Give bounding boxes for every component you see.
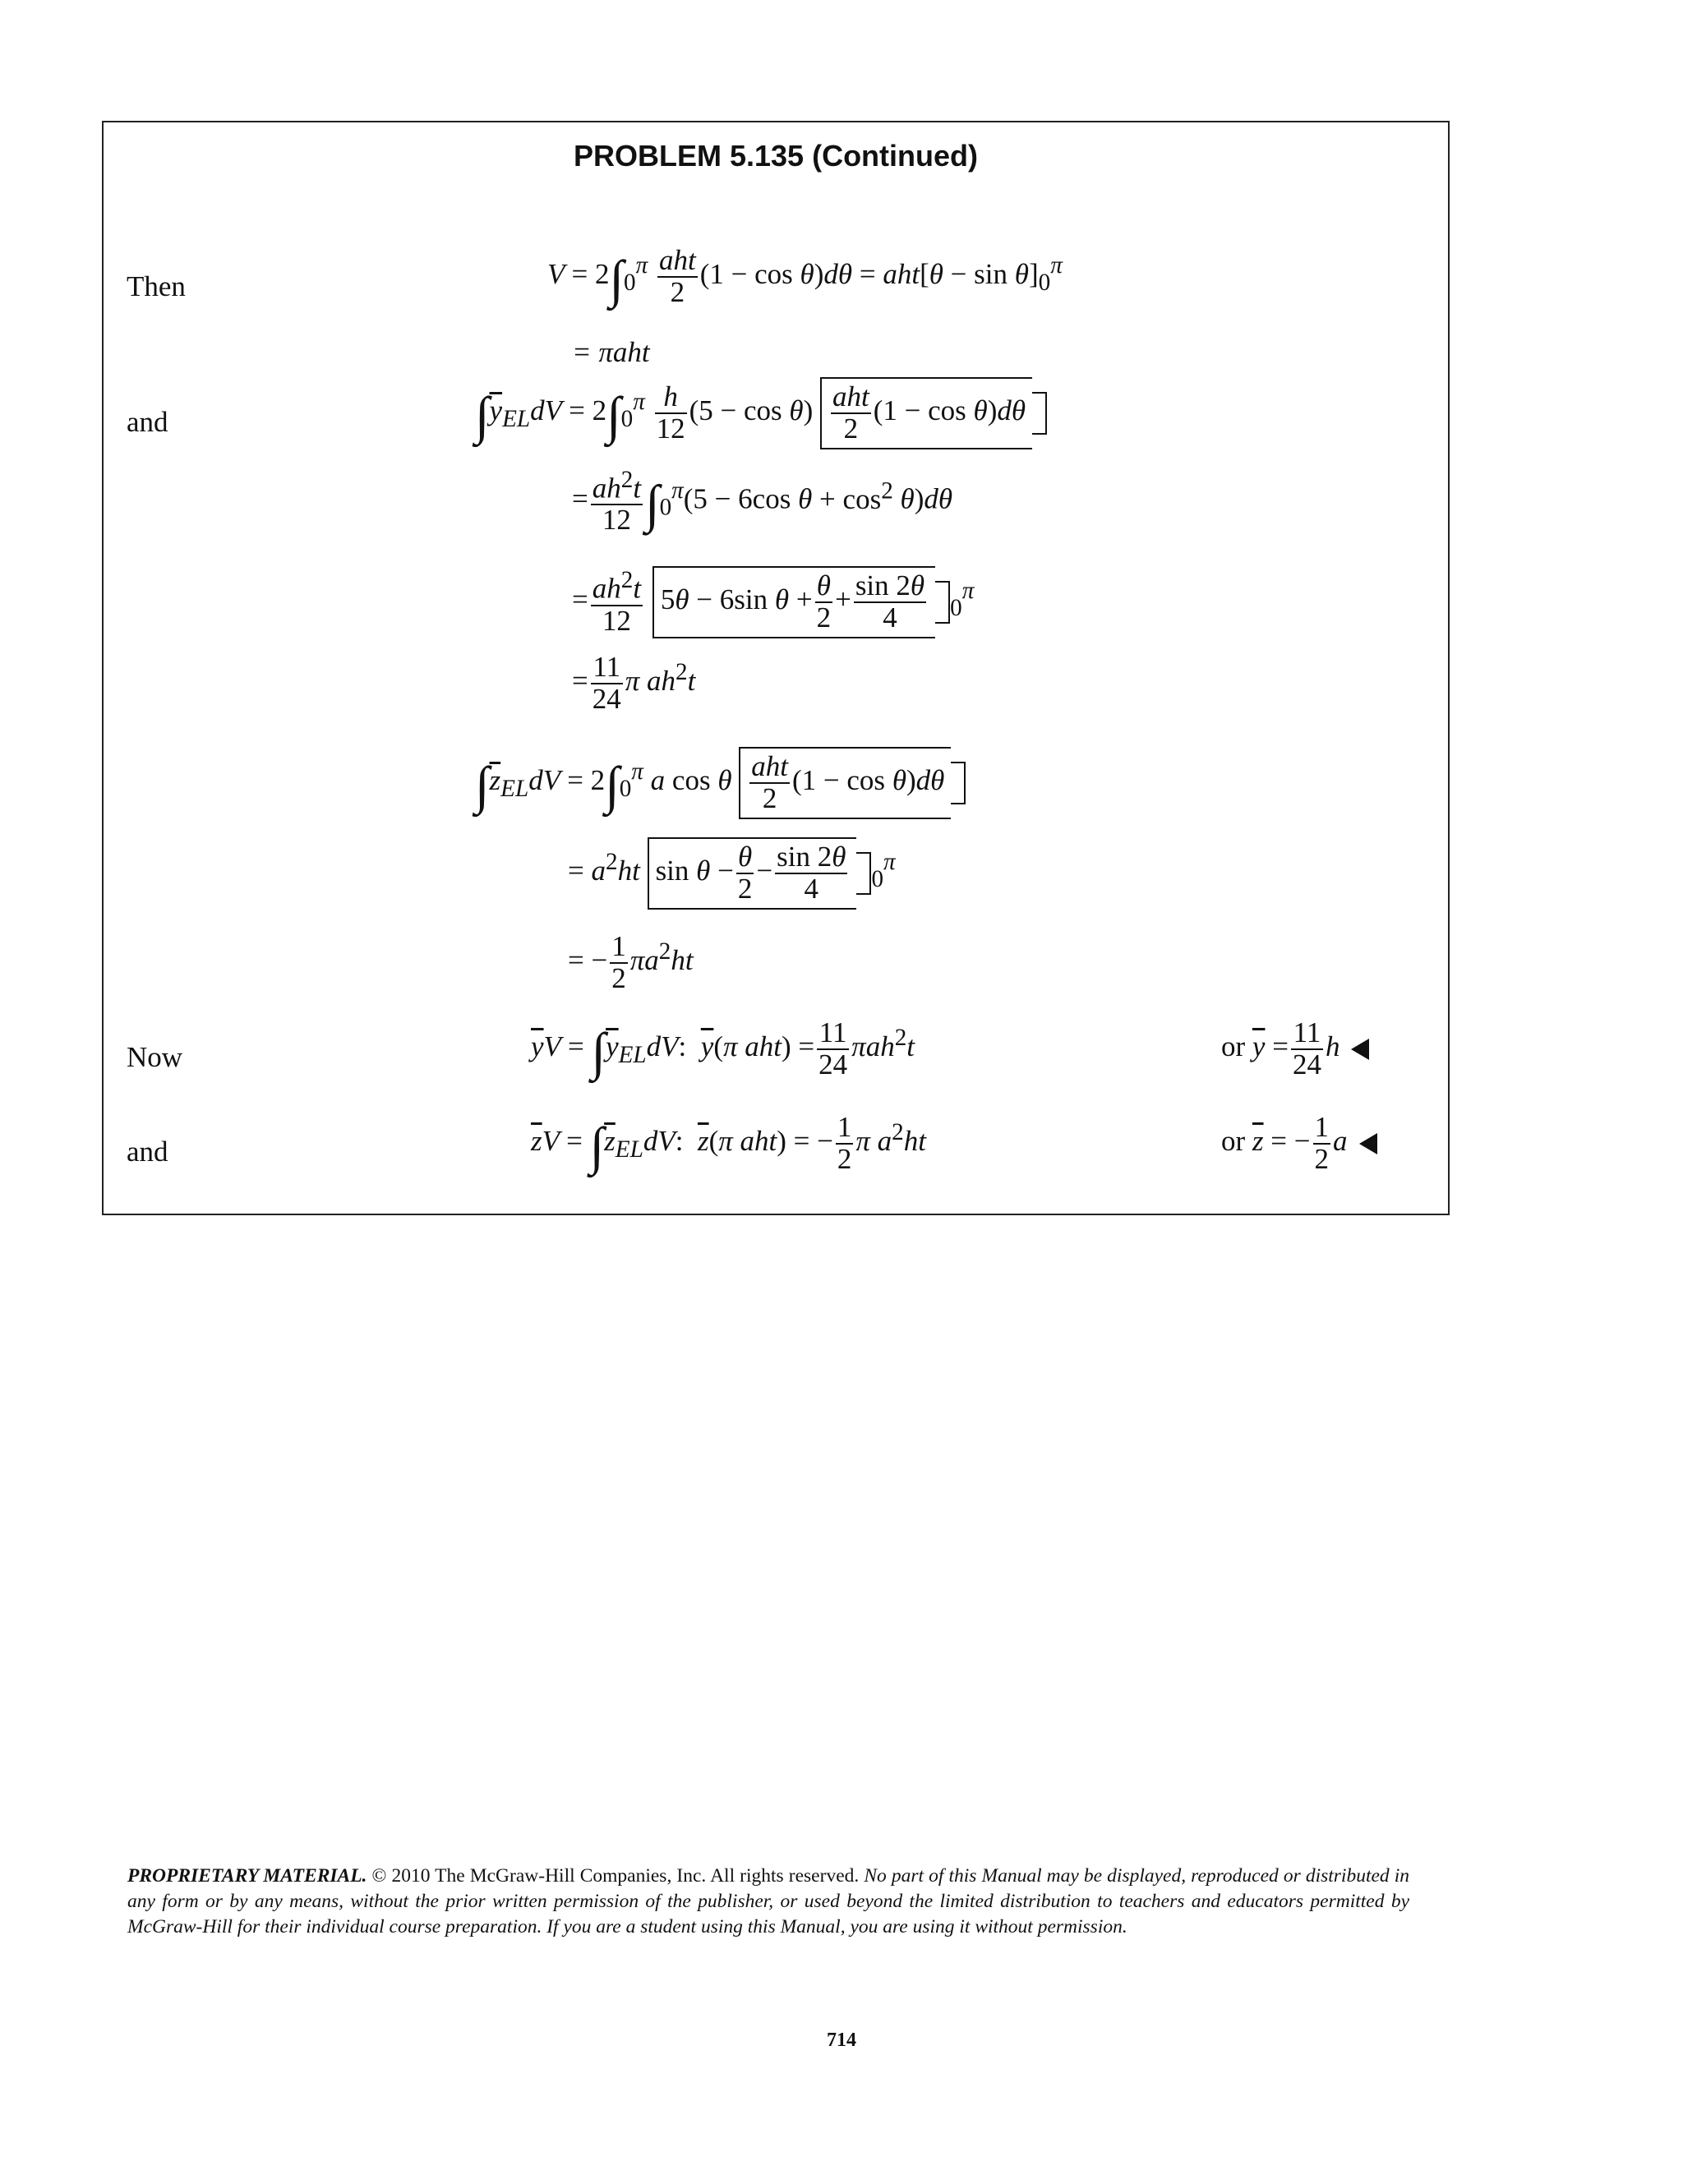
problem-title: PROBLEM 5.135 (Continued)	[573, 139, 979, 173]
page-number: 714	[827, 2030, 856, 2051]
footer-copyright: © 2010 The McGraw-Hill Companies, Inc. All rights reserved.	[371, 1865, 860, 1887]
label-then: Then	[127, 270, 186, 302]
eq-y-step2: = $\frac{ah^2t}{12}$ $\int_0^\pi(5 - 6\cos$ $\theta + \cos^2 \theta)d\theta$	[572, 467, 953, 537]
eq-now: $\overline{y}V = \int\overline{y}_{EL}dV$: $\overline{y}(\pi$ aht) = $\frac{11}{24}$ πah$^2$t	[531, 1016, 915, 1080]
answer-marker-icon	[1359, 1133, 1377, 1154]
eq-y-step3: = $\frac{ah^2t}{12}$ 5θ − 6sin θ + $\frac{\theta}{2}$ + $\frac{\sin 2\theta}{4}$ $_0^\pi$	[572, 567, 975, 637]
solution-box	[102, 121, 1450, 1215]
eq-y-result: = $\frac{11}{24}$ π $ah^2t$	[572, 651, 696, 715]
answer-y: or $\overline{y}$ = $\frac{11}{24}$ h	[1221, 1018, 1369, 1080]
answer-marker-icon	[1351, 1039, 1369, 1060]
eq-volume: $V = 2\int_0^\pi$ aht 2 $(1 - \cos \theta)d\theta = aht[\theta - \sin \theta]_0^\pi$	[547, 244, 1063, 308]
eq-and: $\overline{z}V = \int\overline{z}_{EL}dV$: $\overline{z}(\pi$ aht) = − $\frac{1}{2}$ π $a^2ht$	[531, 1111, 926, 1175]
footer-notice: No part of this Manual may be displayed, reproduced or distributed in any form or by any means, without the prior written permission of the publisher, or used beyond the limited distribution to teachers and educators permitted by McGraw-Hill for their individual course preparation. If you are a student using this Manual, you are using it without permission.	[127, 1865, 1410, 1937]
eq-z-integral: $\int\overline{z}_{EL}dV = 2\int_0^\pi$ a cos θ aht 2 (1 − cos θ)dθ	[475, 747, 966, 819]
label-and-1: and	[127, 406, 168, 438]
eq-z-result: = − $\frac{1}{2}$ $\pi a^2ht$	[568, 930, 694, 994]
copyright-notice	[127, 1864, 1409, 1940]
eq-z-step2: = $a^2ht$ sin θ − $\frac{\theta}{2}$ − $\frac{\sin 2\theta}{4}$ $_0^\pi$	[568, 837, 896, 910]
label-now: Now	[127, 1041, 183, 1073]
answer-z: or $\overline{z}$ = − $\frac{1}{2}$ a	[1221, 1113, 1377, 1175]
label-and-2: and	[127, 1136, 168, 1168]
footer-lead: PROPRIETARY MATERIAL.	[127, 1865, 367, 1887]
eq-volume-result: = πaht	[572, 336, 650, 368]
eq-y-integral: $\int\overline{y}_{EL}dV = 2\int_0^\pi$ $\frac{h}{12}$ (5 − cos θ) aht 2 (1 − cos θ)dθ	[475, 377, 1047, 449]
